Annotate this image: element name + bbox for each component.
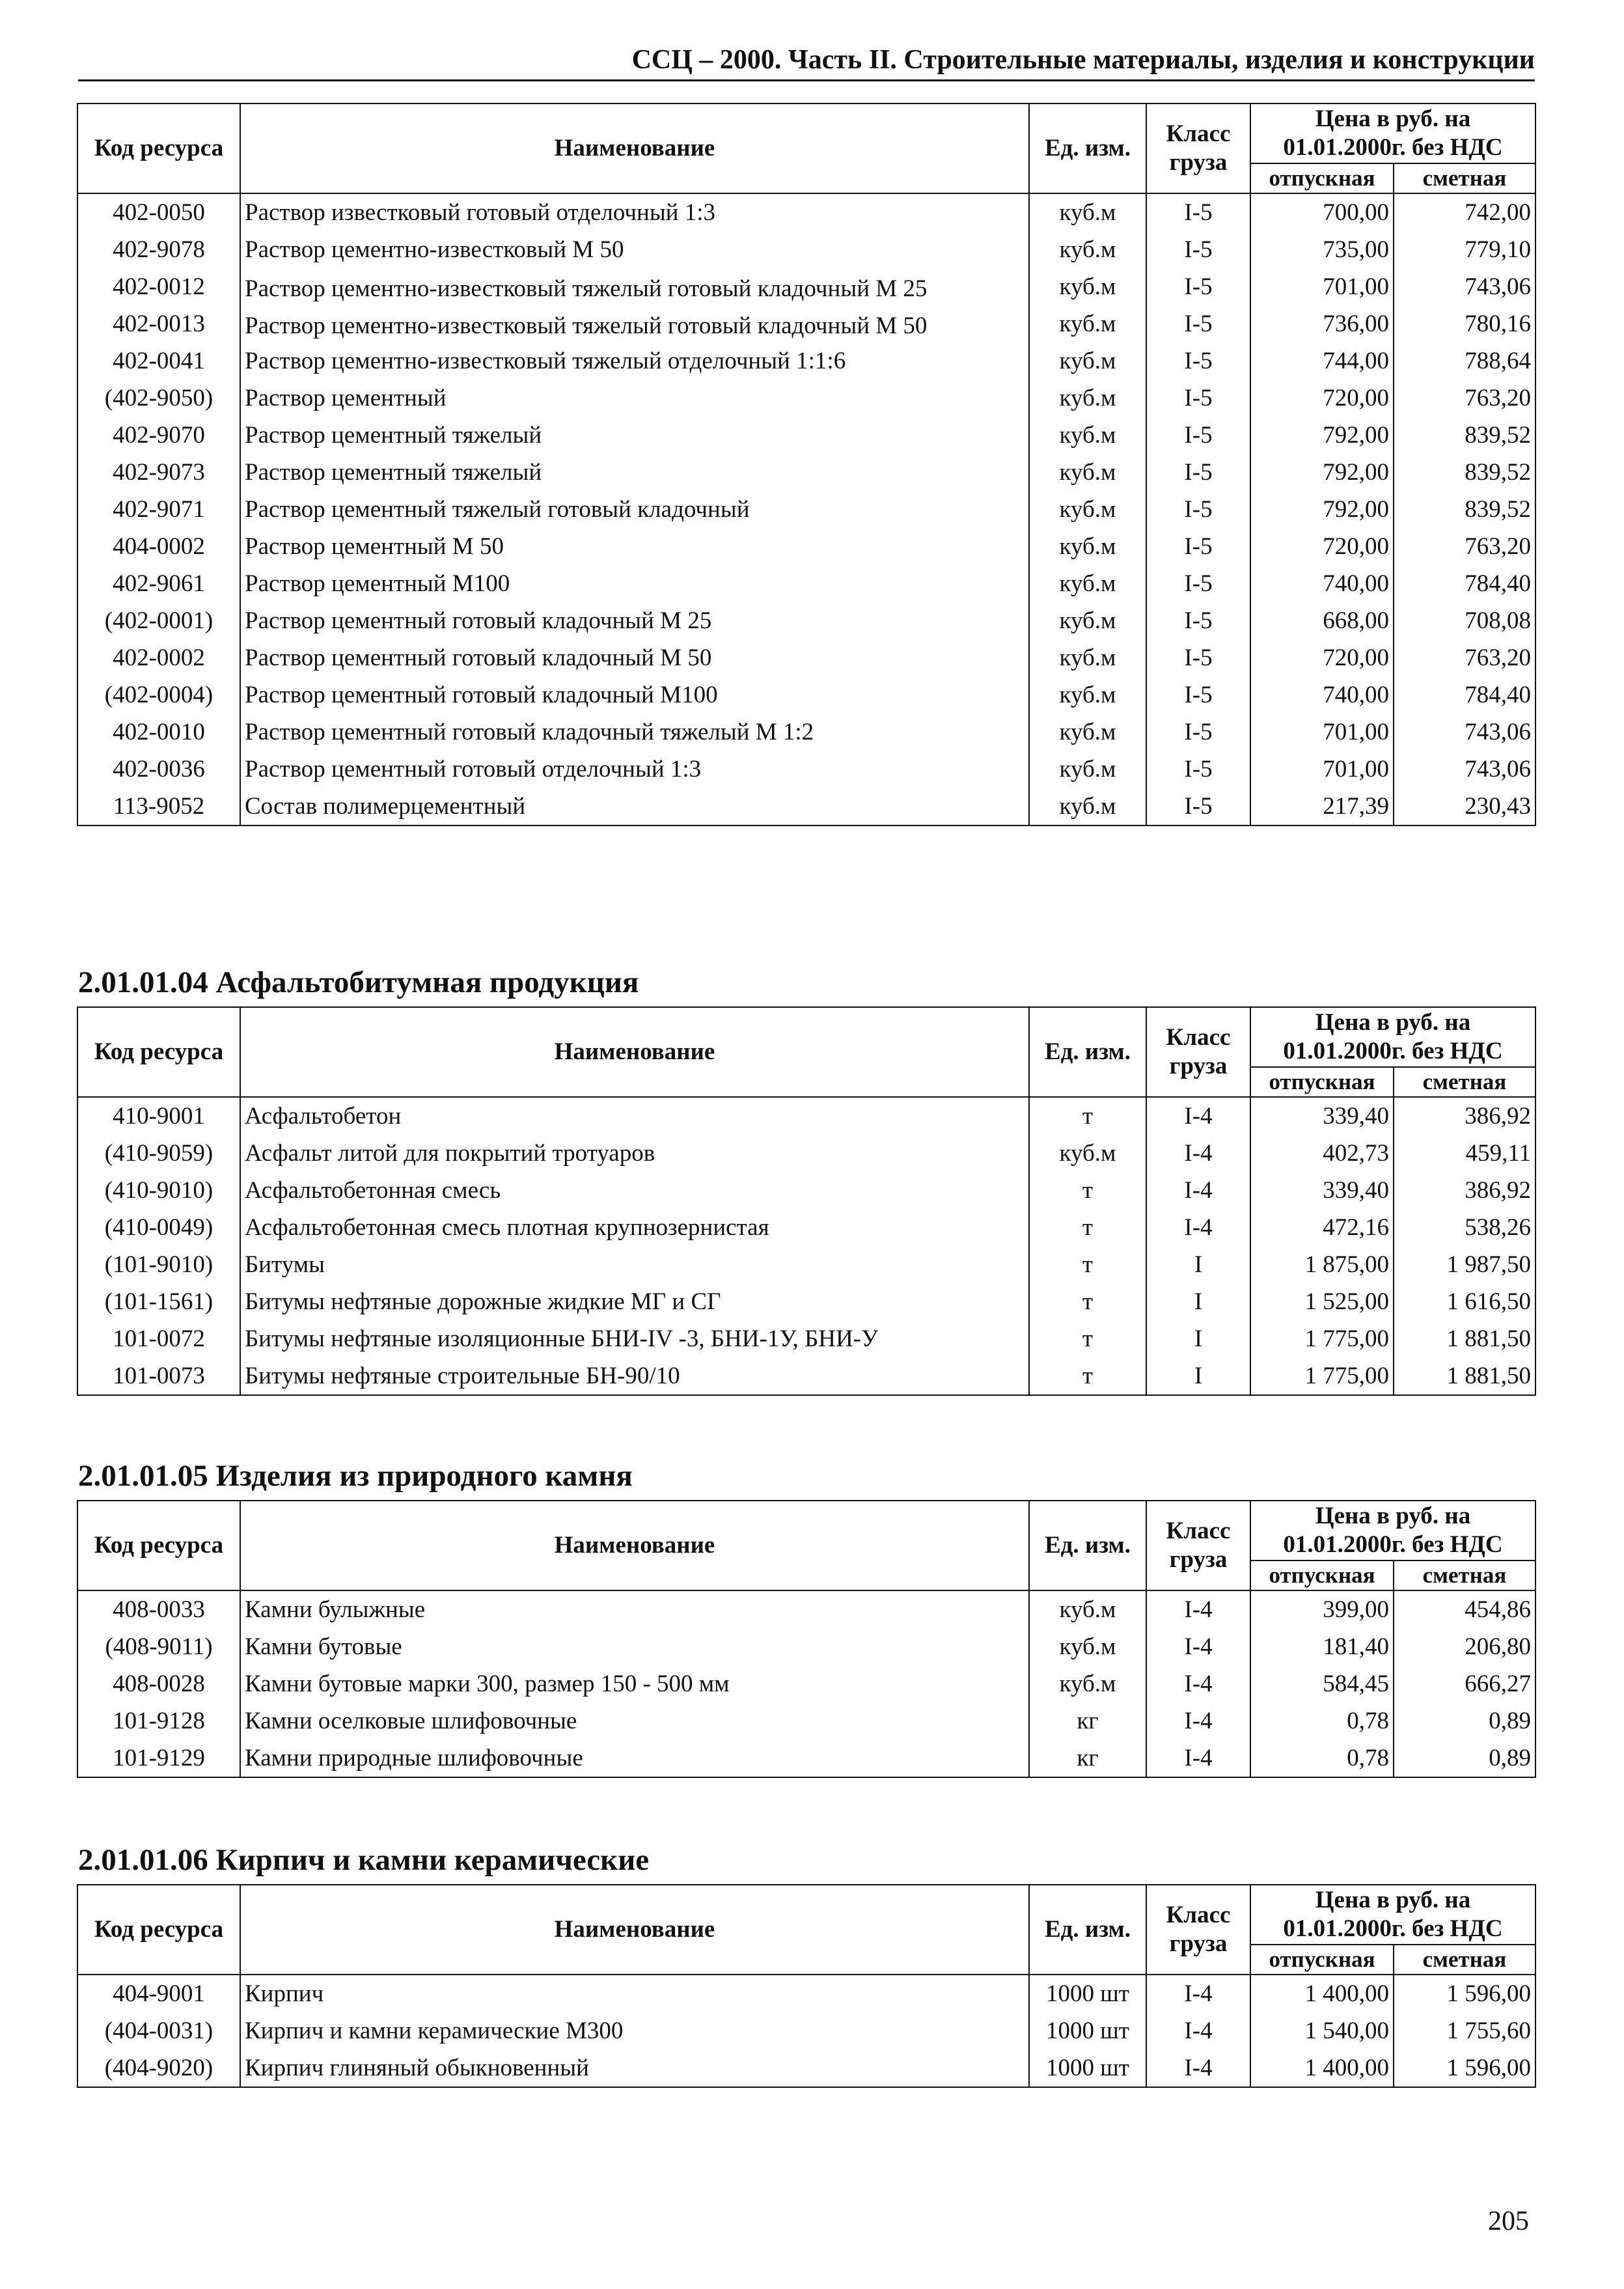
- table-row: [77, 1172, 1535, 1209]
- price-release-cell: 1 540,00: [1250, 2012, 1394, 2049]
- table-row: [77, 1740, 1535, 1777]
- unit-cell: т: [1029, 1172, 1146, 1209]
- resource-code-cell: (410-9059): [77, 1135, 240, 1172]
- header-code: Код ресурса: [77, 1007, 240, 1097]
- resource-name-cell: Асфальтобетон: [240, 1097, 1029, 1135]
- resource-name-cell: Раствор цементно-известковый тяжелый отделочный 1:1:6: [240, 342, 1029, 380]
- resource-name-cell: Камни природные шлифовочные: [240, 1740, 1029, 1777]
- running-header: ССЦ – 2000. Часть II. Строительные материалы, изделия и конструкции: [78, 44, 1535, 81]
- cargo-class-cell: I-4: [1146, 1209, 1250, 1246]
- resource-code-cell: (404-0031): [77, 2012, 240, 2049]
- resource-name-cell: Камни оселковые шлифовочные: [240, 1702, 1029, 1740]
- header-cargo-class: Класс груза: [1146, 1501, 1250, 1590]
- price-estimate-cell: 1 987,50: [1394, 1246, 1535, 1283]
- unit-cell: т: [1029, 1246, 1146, 1283]
- price-table-stone: [77, 1500, 1536, 1778]
- resource-code-cell: 101-9129: [77, 1740, 240, 1777]
- resource-name-cell: Битумы нефтяные строительные БН-90/10: [240, 1357, 1029, 1395]
- price-release-cell: 339,40: [1250, 1172, 1394, 1209]
- resource-code-cell: 113-9052: [77, 788, 240, 825]
- header-price-release: отпускная: [1250, 1561, 1394, 1590]
- cargo-class-cell: I-5: [1146, 714, 1250, 751]
- cargo-class-cell: I: [1146, 1246, 1250, 1283]
- cargo-class-cell: I-5: [1146, 305, 1250, 342]
- resource-code-cell: 402-9071: [77, 491, 240, 528]
- unit-cell: 1000 шт: [1029, 2049, 1146, 2087]
- resource-name-cell: Асфальтобетонная смесь: [240, 1172, 1029, 1209]
- table-row: [77, 1628, 1535, 1665]
- price-estimate-cell: 666,27: [1394, 1665, 1535, 1702]
- price-estimate-cell: 386,92: [1394, 1097, 1535, 1135]
- unit-cell: куб.м: [1029, 454, 1146, 491]
- header-cargo-class: Класс груза: [1146, 104, 1250, 193]
- resource-code-cell: (410-0049): [77, 1209, 240, 1246]
- resource-code-cell: 404-0002: [77, 528, 240, 565]
- resource-name-cell: Раствор цементный готовый кладочный М 50: [240, 639, 1029, 676]
- table-row: [77, 1702, 1535, 1740]
- header-price-release: отпускная: [1250, 1945, 1394, 1975]
- table-row: [77, 1283, 1535, 1320]
- price-release-cell: 720,00: [1250, 639, 1394, 676]
- price-release-cell: 1 400,00: [1250, 2049, 1394, 2087]
- price-estimate-cell: 763,20: [1394, 528, 1535, 565]
- price-release-cell: 720,00: [1250, 528, 1394, 565]
- header-price-estimate: сметная: [1394, 1067, 1535, 1097]
- table-row: [77, 1097, 1535, 1135]
- price-release-cell: 584,45: [1250, 1665, 1394, 1702]
- resource-code-cell: (402-9050): [77, 380, 240, 417]
- table-row: [77, 342, 1535, 380]
- price-release-cell: 217,39: [1250, 788, 1394, 825]
- unit-cell: куб.м: [1029, 491, 1146, 528]
- materials-block-mortars: [77, 103, 1536, 826]
- unit-cell: куб.м: [1029, 417, 1146, 454]
- price-estimate-cell: 230,43: [1394, 788, 1535, 825]
- price-estimate-cell: 459,11: [1394, 1135, 1535, 1172]
- price-release-cell: 740,00: [1250, 676, 1394, 714]
- table-row: [77, 639, 1535, 676]
- header-price-estimate: сметная: [1394, 1945, 1535, 1975]
- resource-code-cell: 402-0002: [77, 639, 240, 676]
- resource-code-cell: (402-0004): [77, 676, 240, 714]
- table-row: [77, 491, 1535, 528]
- cargo-class-cell: I-5: [1146, 454, 1250, 491]
- unit-cell: т: [1029, 1097, 1146, 1135]
- resource-name-cell: Битумы нефтяные изоляционные БНИ-IV -3, БНИ-1У, БНИ-У: [240, 1320, 1029, 1357]
- resource-code-cell: (404-9020): [77, 2049, 240, 2087]
- resource-name-cell: Раствор цементный тяжелый: [240, 454, 1029, 491]
- resource-name-cell: Состав полимерцементный: [240, 788, 1029, 825]
- cargo-class-cell: I-4: [1146, 1665, 1250, 1702]
- table-row: [77, 1357, 1535, 1395]
- price-release-cell: 740,00: [1250, 565, 1394, 602]
- unit-cell: куб.м: [1029, 714, 1146, 751]
- unit-cell: т: [1029, 1209, 1146, 1246]
- price-estimate-cell: 743,06: [1394, 714, 1535, 751]
- price-release-cell: 735,00: [1250, 231, 1394, 268]
- table-row: [77, 528, 1535, 565]
- header-price-release: отпускная: [1250, 163, 1394, 193]
- unit-cell: куб.м: [1029, 231, 1146, 268]
- resource-code-cell: 402-0013: [77, 305, 240, 342]
- unit-cell: куб.м: [1029, 528, 1146, 565]
- unit-cell: куб.м: [1029, 268, 1146, 305]
- unit-cell: куб.м: [1029, 305, 1146, 342]
- price-estimate-cell: 1 596,00: [1394, 1975, 1535, 2012]
- price-release-cell: 1 775,00: [1250, 1357, 1394, 1395]
- header-price-estimate: сметная: [1394, 1561, 1535, 1590]
- table-body: [77, 1590, 1535, 1777]
- cargo-class-cell: I: [1146, 1357, 1250, 1395]
- price-estimate-cell: 742,00: [1394, 193, 1535, 231]
- unit-cell: куб.м: [1029, 1135, 1146, 1172]
- unit-cell: куб.м: [1029, 342, 1146, 380]
- unit-cell: куб.м: [1029, 602, 1146, 639]
- section-title: 2.01.01.05 Изделия из природного камня: [78, 1459, 633, 1493]
- resource-name-cell: Кирпич: [240, 1975, 1029, 2012]
- resource-code-cell: 101-0073: [77, 1357, 240, 1395]
- table-row: [77, 2049, 1535, 2087]
- price-estimate-cell: 538,26: [1394, 1209, 1535, 1246]
- table-row: [77, 305, 1535, 342]
- resource-name-cell: Раствор цементный готовый отделочный 1:3: [240, 751, 1029, 788]
- header-unit: Ед. изм.: [1029, 104, 1146, 193]
- price-release-cell: 736,00: [1250, 305, 1394, 342]
- price-release-cell: 1 400,00: [1250, 1975, 1394, 2012]
- price-estimate-cell: 839,52: [1394, 491, 1535, 528]
- resource-code-cell: 408-0033: [77, 1590, 240, 1628]
- resource-code-cell: (410-9010): [77, 1172, 240, 1209]
- price-table-asphalt: [77, 1006, 1536, 1396]
- price-release-cell: 0,78: [1250, 1702, 1394, 1740]
- header-price-release: отпускная: [1250, 1067, 1394, 1097]
- unit-cell: кг: [1029, 1702, 1146, 1740]
- cargo-class-cell: I-4: [1146, 1702, 1250, 1740]
- price-estimate-cell: 0,89: [1394, 1740, 1535, 1777]
- table-row: [77, 676, 1535, 714]
- price-estimate-cell: 788,64: [1394, 342, 1535, 380]
- table-body: [77, 193, 1535, 825]
- price-estimate-cell: 780,16: [1394, 305, 1535, 342]
- price-release-cell: 181,40: [1250, 1628, 1394, 1665]
- table-row: [77, 268, 1535, 305]
- resource-name-cell: Раствор цементный готовый кладочный М 25: [240, 602, 1029, 639]
- resource-name-cell: Битумы: [240, 1246, 1029, 1283]
- price-estimate-cell: 743,06: [1394, 268, 1535, 305]
- price-estimate-cell: 454,86: [1394, 1590, 1535, 1628]
- table-body: [77, 1097, 1535, 1395]
- unit-cell: куб.м: [1029, 676, 1146, 714]
- resource-code-cell: (101-9010): [77, 1246, 240, 1283]
- resource-code-cell: (101-1561): [77, 1283, 240, 1320]
- cargo-class-cell: I-4: [1146, 1628, 1250, 1665]
- resource-name-cell: Кирпич и камни керамические М300: [240, 2012, 1029, 2049]
- header-code: Код ресурса: [77, 1885, 240, 1975]
- unit-cell: куб.м: [1029, 193, 1146, 231]
- price-estimate-cell: 1 881,50: [1394, 1357, 1535, 1395]
- price-release-cell: 1 525,00: [1250, 1283, 1394, 1320]
- table-row: [77, 788, 1535, 825]
- unit-cell: 1000 шт: [1029, 2012, 1146, 2049]
- unit-cell: куб.м: [1029, 788, 1146, 825]
- price-estimate-cell: 779,10: [1394, 231, 1535, 268]
- table-row: [77, 714, 1535, 751]
- price-estimate-cell: 763,20: [1394, 639, 1535, 676]
- table-row: [77, 1135, 1535, 1172]
- price-estimate-cell: 1 596,00: [1394, 2049, 1535, 2087]
- resource-name-cell: Асфальт литой для покрытий тротуаров: [240, 1135, 1029, 1172]
- table-row: [77, 2012, 1535, 2049]
- table-row: [77, 454, 1535, 491]
- cargo-class-cell: I: [1146, 1283, 1250, 1320]
- header-code: Код ресурса: [77, 104, 240, 193]
- cargo-class-cell: I-4: [1146, 1590, 1250, 1628]
- price-release-cell: 792,00: [1250, 454, 1394, 491]
- header-cargo-class: Класс груза: [1146, 1007, 1250, 1097]
- header-price-group: Цена в руб. на 01.01.2000г. без НДС: [1250, 104, 1535, 163]
- price-estimate-cell: 0,89: [1394, 1702, 1535, 1740]
- unit-cell: куб.м: [1029, 380, 1146, 417]
- table-row: [77, 602, 1535, 639]
- resource-code-cell: (402-0001): [77, 602, 240, 639]
- price-estimate-cell: 1 881,50: [1394, 1320, 1535, 1357]
- header-name: Наименование: [240, 1501, 1029, 1590]
- price-release-cell: 472,16: [1250, 1209, 1394, 1246]
- table-row: [77, 565, 1535, 602]
- materials-block-asphalt: [77, 965, 1536, 1396]
- price-release-cell: 700,00: [1250, 193, 1394, 231]
- price-table-mortars: [77, 103, 1536, 826]
- cargo-class-cell: I-5: [1146, 491, 1250, 528]
- resource-name-cell: Раствор цементно-известковый тяжелый готовый кладочный М 50: [240, 305, 1029, 342]
- table-row: [77, 231, 1535, 268]
- header-price-group: Цена в руб. на 01.01.2000г. без НДС: [1250, 1885, 1535, 1945]
- price-estimate-cell: 206,80: [1394, 1628, 1535, 1665]
- resource-code-cell: 402-9061: [77, 565, 240, 602]
- unit-cell: куб.м: [1029, 565, 1146, 602]
- resource-code-cell: 402-9070: [77, 417, 240, 454]
- resource-code-cell: 101-0072: [77, 1320, 240, 1357]
- price-release-cell: 744,00: [1250, 342, 1394, 380]
- header-unit: Ед. изм.: [1029, 1885, 1146, 1975]
- table-row: [77, 1590, 1535, 1628]
- cargo-class-cell: I-5: [1146, 565, 1250, 602]
- unit-cell: куб.м: [1029, 1665, 1146, 1702]
- unit-cell: куб.м: [1029, 1590, 1146, 1628]
- cargo-class-cell: I-5: [1146, 417, 1250, 454]
- resource-name-cell: Раствор цементный М100: [240, 565, 1029, 602]
- table-row: [77, 1975, 1535, 2012]
- resource-name-cell: Раствор цементный готовый кладочный М100: [240, 676, 1029, 714]
- unit-cell: т: [1029, 1320, 1146, 1357]
- price-release-cell: 339,40: [1250, 1097, 1394, 1135]
- table-row: [77, 193, 1535, 231]
- table-row: [77, 1665, 1535, 1702]
- cargo-class-cell: I-5: [1146, 231, 1250, 268]
- resource-name-cell: Камни булыжные: [240, 1590, 1029, 1628]
- cargo-class-cell: I-4: [1146, 1097, 1250, 1135]
- materials-block-brick: [77, 1842, 1536, 2088]
- page-number: 205: [1488, 2206, 1529, 2236]
- resource-code-cell: 402-0012: [77, 268, 240, 305]
- price-release-cell: 792,00: [1250, 417, 1394, 454]
- header-price-estimate: сметная: [1394, 163, 1535, 193]
- materials-block-stone: [77, 1458, 1536, 1778]
- price-release-cell: 1 775,00: [1250, 1320, 1394, 1357]
- header-name: Наименование: [240, 1007, 1029, 1097]
- resource-name-cell: Камни бутовые марки 300, размер 150 - 500 мм: [240, 1665, 1029, 1702]
- resource-code-cell: 402-0010: [77, 714, 240, 751]
- resource-code-cell: 408-0028: [77, 1665, 240, 1702]
- cargo-class-cell: I-5: [1146, 751, 1250, 788]
- resource-name-cell: Асфальтобетонная смесь плотная крупнозернистая: [240, 1209, 1029, 1246]
- resource-name-cell: Раствор цементный М 50: [240, 528, 1029, 565]
- header-code: Код ресурса: [77, 1501, 240, 1590]
- price-release-cell: 0,78: [1250, 1740, 1394, 1777]
- cargo-class-cell: I-5: [1146, 602, 1250, 639]
- resource-name-cell: Камни бутовые: [240, 1628, 1029, 1665]
- resource-code-cell: 404-9001: [77, 1975, 240, 2012]
- table-row: [77, 751, 1535, 788]
- resource-code-cell: 402-0036: [77, 751, 240, 788]
- price-release-cell: 792,00: [1250, 491, 1394, 528]
- resource-code-cell: 410-9001: [77, 1097, 240, 1135]
- cargo-class-cell: I-4: [1146, 1135, 1250, 1172]
- cargo-class-cell: I-4: [1146, 2012, 1250, 2049]
- resource-name-cell: Битумы нефтяные дорожные жидкие МГ и СГ: [240, 1283, 1029, 1320]
- table-body: [77, 1975, 1535, 2087]
- price-estimate-cell: 763,20: [1394, 380, 1535, 417]
- price-release-cell: 701,00: [1250, 751, 1394, 788]
- price-estimate-cell: 708,08: [1394, 602, 1535, 639]
- price-release-cell: 701,00: [1250, 268, 1394, 305]
- header-name: Наименование: [240, 104, 1029, 193]
- resource-code-cell: 101-9128: [77, 1702, 240, 1740]
- cargo-class-cell: I-5: [1146, 676, 1250, 714]
- resource-name-cell: Раствор цементно-известковый М 50: [240, 231, 1029, 268]
- cargo-class-cell: I-5: [1146, 268, 1250, 305]
- price-release-cell: 668,00: [1250, 602, 1394, 639]
- price-release-cell: 399,00: [1250, 1590, 1394, 1628]
- resource-code-cell: 402-9073: [77, 454, 240, 491]
- resource-code-cell: 402-0041: [77, 342, 240, 380]
- resource-name-cell: Раствор цементный готовый кладочный тяжелый М 1:2: [240, 714, 1029, 751]
- cargo-class-cell: I-5: [1146, 639, 1250, 676]
- price-release-cell: 1 875,00: [1250, 1246, 1394, 1283]
- table-row: [77, 380, 1535, 417]
- table-row: [77, 417, 1535, 454]
- unit-cell: т: [1029, 1283, 1146, 1320]
- header-price-group: Цена в руб. на 01.01.2000г. без НДС: [1250, 1007, 1535, 1067]
- table-row: [77, 1320, 1535, 1357]
- header-unit: Ед. изм.: [1029, 1501, 1146, 1590]
- resource-name-cell: Раствор цементный тяжелый: [240, 417, 1029, 454]
- price-estimate-cell: 839,52: [1394, 454, 1535, 491]
- section-title: 2.01.01.06 Кирпич и камни керамические: [78, 1843, 650, 1877]
- cargo-class-cell: I-5: [1146, 380, 1250, 417]
- price-estimate-cell: 386,92: [1394, 1172, 1535, 1209]
- resource-name-cell: Раствор цементный тяжелый готовый кладочный: [240, 491, 1029, 528]
- resource-name-cell: Кирпич глиняный обыкновенный: [240, 2049, 1029, 2087]
- cargo-class-cell: I-5: [1146, 788, 1250, 825]
- price-release-cell: 402,73: [1250, 1135, 1394, 1172]
- price-estimate-cell: 743,06: [1394, 751, 1535, 788]
- cargo-class-cell: I-4: [1146, 1975, 1250, 2012]
- cargo-class-cell: I-5: [1146, 193, 1250, 231]
- resource-code-cell: 402-0050: [77, 193, 240, 231]
- price-estimate-cell: 839,52: [1394, 417, 1535, 454]
- price-table-brick: [77, 1884, 1536, 2088]
- price-estimate-cell: 784,40: [1394, 565, 1535, 602]
- unit-cell: т: [1029, 1357, 1146, 1395]
- resource-name-cell: Раствор цементно-известковый тяжелый готовый кладочный М 25: [240, 268, 1029, 305]
- table-row: [77, 1246, 1535, 1283]
- header-cargo-class: Класс груза: [1146, 1885, 1250, 1975]
- cargo-class-cell: I-5: [1146, 342, 1250, 380]
- cargo-class-cell: I: [1146, 1320, 1250, 1357]
- unit-cell: 1000 шт: [1029, 1975, 1146, 2012]
- price-estimate-cell: 784,40: [1394, 676, 1535, 714]
- resource-code-cell: (408-9011): [77, 1628, 240, 1665]
- price-release-cell: 720,00: [1250, 380, 1394, 417]
- cargo-class-cell: I-4: [1146, 1740, 1250, 1777]
- cargo-class-cell: I-4: [1146, 2049, 1250, 2087]
- price-estimate-cell: 1 616,50: [1394, 1283, 1535, 1320]
- cargo-class-cell: I-4: [1146, 1172, 1250, 1209]
- resource-name-cell: Раствор цементный: [240, 380, 1029, 417]
- header-unit: Ед. изм.: [1029, 1007, 1146, 1097]
- cargo-class-cell: I-5: [1146, 528, 1250, 565]
- resource-code-cell: 402-9078: [77, 231, 240, 268]
- unit-cell: кг: [1029, 1740, 1146, 1777]
- price-release-cell: 701,00: [1250, 714, 1394, 751]
- resource-name-cell: Раствор известковый готовый отделочный 1:3: [240, 193, 1029, 231]
- header-price-group: Цена в руб. на 01.01.2000г. без НДС: [1250, 1501, 1535, 1561]
- unit-cell: куб.м: [1029, 751, 1146, 788]
- unit-cell: куб.м: [1029, 1628, 1146, 1665]
- unit-cell: куб.м: [1029, 639, 1146, 676]
- price-estimate-cell: 1 755,60: [1394, 2012, 1535, 2049]
- header-name: Наименование: [240, 1885, 1029, 1975]
- section-title: 2.01.01.04 Асфальтобитумная продукция: [78, 965, 639, 999]
- table-row: [77, 1209, 1535, 1246]
